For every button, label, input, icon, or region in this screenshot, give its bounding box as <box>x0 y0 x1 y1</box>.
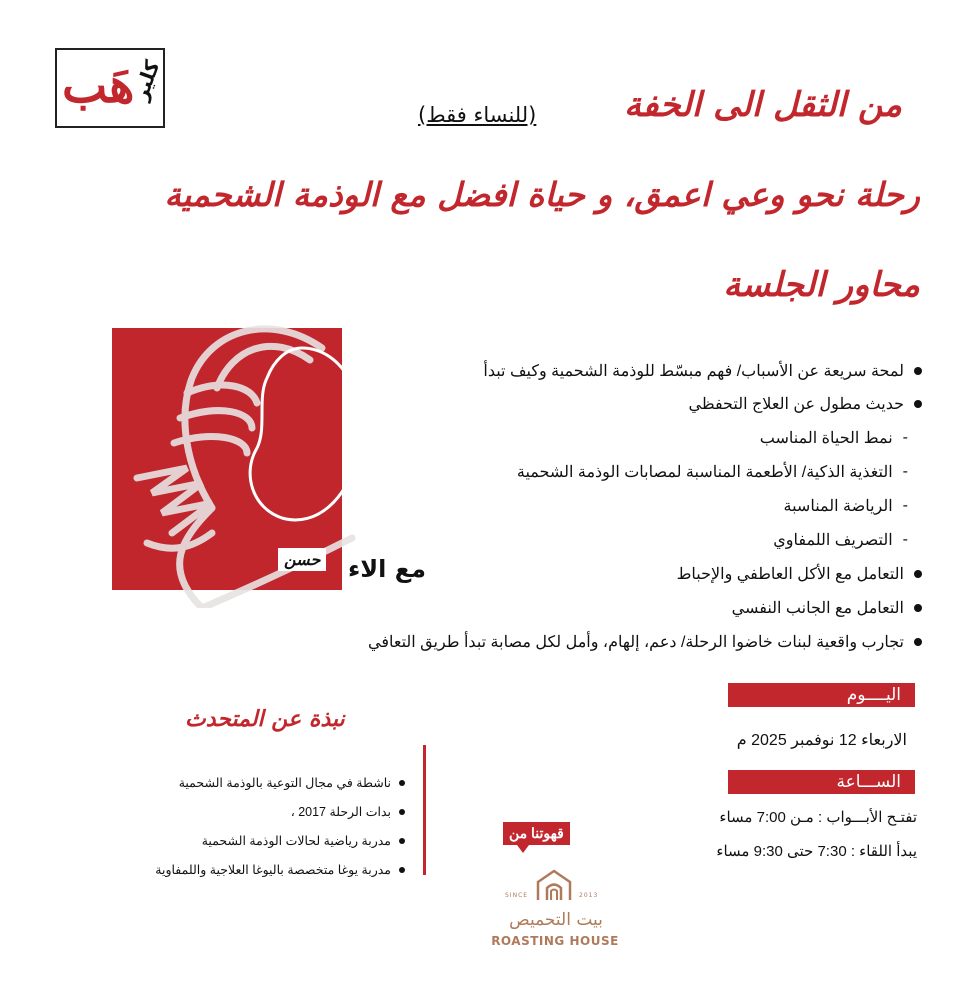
title-line-1: من الثقل الى الخفة <box>624 85 902 125</box>
bullet-icon <box>399 780 405 786</box>
sponsor-tag: قهوتنا من <box>503 822 570 845</box>
day-banner: اليــــوم <box>728 683 915 707</box>
agenda-item: حديث مطول عن العلاج التحفظي <box>282 387 922 421</box>
agenda-subitem: - التصريف اللمفاوي <box>773 531 908 549</box>
agenda-subitem: - الرياضة المناسبة <box>783 497 908 515</box>
agenda-subitem: - نمط الحياة المناسب <box>759 429 908 447</box>
bio-list <box>155 768 405 884</box>
with-word: مع <box>394 555 426 583</box>
agenda-subitem: - التغذية الذكية/ الأطعمة المناسبة لمصابات الوذمة الشحمية <box>516 463 908 481</box>
time-banner: الســـاعة <box>728 770 915 794</box>
logo-subtext: كلير <box>128 57 165 104</box>
sessions-heading: محاور الجلسة <box>723 265 920 305</box>
bio-item: بدات الرحلة 2017 ، <box>155 797 405 826</box>
start-time: يبدأ اللقاء : 7:30 حتى 9:30 مساء <box>716 843 917 860</box>
agenda-item: التعامل مع الأكل العاطفي والإحباط <box>282 557 922 591</box>
speaker-name: حسن <box>278 548 326 571</box>
name-prefix: الاء <box>348 555 387 583</box>
since-label: SINCE <box>505 892 529 899</box>
bullet-icon <box>399 838 405 844</box>
bullet-icon <box>914 638 922 646</box>
agenda-item: التعامل مع الجانب النفسي <box>282 591 922 625</box>
bio-divider <box>423 745 426 875</box>
sponsor-name-ar: بيت التحميص <box>509 910 603 930</box>
since-year: 2013 <box>579 892 599 899</box>
event-date: الاربعاء 12 نوفمبر 2025 م <box>736 732 907 749</box>
bullet-icon <box>914 570 922 578</box>
title-line-2: رحلة نحو وعي اعمق، و حياة افضل مع الوذمة الشحمية <box>164 175 920 214</box>
doors-open-time: تفتـح الأبـــواب : مـن 7:00 مساء <box>719 809 917 826</box>
bio-item: ناشطة في مجال التوعية بالوذمة الشحمية <box>155 768 405 797</box>
bullet-icon <box>914 367 922 375</box>
bio-item: مدربة يوغا متخصصة باليوغا العلاجية واللمفاوية <box>155 855 405 884</box>
bullet-icon <box>399 809 405 815</box>
agenda-item: لمحة سريعة عن الأسباب/ فهم مبسّط للوذمة الشحمية وكيف تبدأ <box>282 355 922 387</box>
logo-mark: هَب <box>62 58 135 114</box>
bullet-icon <box>399 867 405 873</box>
roasting-house-logo-icon <box>534 868 574 906</box>
sponsor-name-en: ROASTING HOUSE <box>491 934 619 948</box>
agenda-item: تجارب واقعية لبنات خاضوا الرحلة/ دعم، إلهام، وأمل لكل مصابة تبدأ طريق التعافي <box>282 625 922 659</box>
bullet-icon <box>914 604 922 612</box>
agenda-list <box>282 355 922 659</box>
bio-item: مدربة رياضية لحالات الوذمة الشحمية <box>155 826 405 855</box>
women-only-note: (للنساء فقط) <box>418 103 537 127</box>
bullet-icon <box>914 400 922 408</box>
bio-heading: نبذة عن المتحدث <box>185 706 345 732</box>
